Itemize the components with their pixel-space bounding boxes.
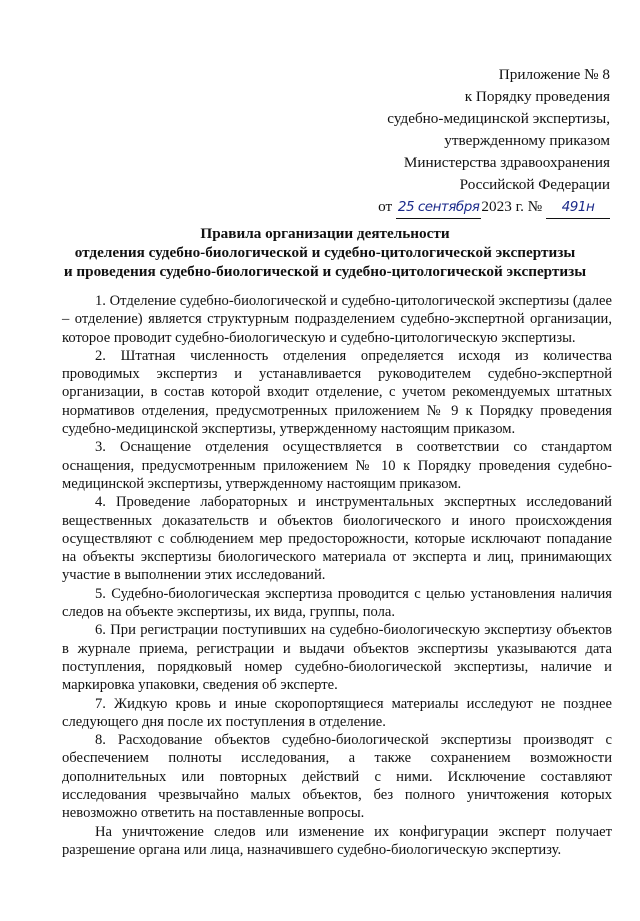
date-prefix: от — [378, 198, 393, 215]
document-title — [20, 224, 630, 281]
appendix-reference-line: Министерства здравоохранения — [403, 154, 610, 171]
handwritten-date: 25 сентября — [396, 196, 482, 219]
appendix-reference-line: Российской Федерации — [459, 176, 610, 193]
appendix-reference-line: судебно-медицинской экспертизы, — [387, 110, 610, 127]
handwritten-order-number: 491н — [546, 196, 610, 219]
paragraph: На уничтожение следов или изменение их конфигурации эксперт получает разрешение органа или лица, назначившего судебно-биологическую экспертизу. — [62, 823, 612, 858]
paragraph: 7. Жидкую кровь и иные скоропортящиеся материалы исследуют не позднее следующего дня после их поступления в отделение. — [62, 695, 612, 730]
paragraph: 6. При регистрации поступивших на судебно-биологическую экспертизу объектов в журнале приема, регистрации и выдачи объектов экспертизы указываются дата поступления, порядковый номер судебно-биологической экспертизы, наличие и маркировка упаковки, сведения об эксперте. — [62, 622, 612, 694]
date-year: 2023 г. № — [481, 198, 543, 215]
appendix-header — [310, 64, 610, 219]
appendix-reference-line: утвержденному приказом — [444, 132, 610, 149]
appendix-reference-line: к Порядку проведения — [464, 88, 610, 105]
paragraph: 8. Расходование объектов судебно-биологической экспертизы производят с обеспечением полноты исследования, а также сохранением возможности дополнительных или повторных действий с ними. Исключение составляют исследования чрезвычайно малых объектов, без полного уничтожения которых невозможно ответить на поставленные вопросы. — [62, 732, 612, 822]
title-line: Правила организации деятельности — [200, 225, 450, 242]
order-date-line — [310, 196, 610, 219]
title-line: отделения судебно-биологической и судебно-цитологической экспертизы — [74, 244, 576, 261]
document-body — [62, 292, 612, 859]
paragraph: 3. Оснащение отделения осуществляется в соответствии со стандартом оснащения, предусмотренным приложением № 10 к Порядку проведения судебно-медицинской экспертизы, утвержденному настоящим приказом. — [62, 439, 612, 492]
paragraph: 1. Отделение судебно-биологической и судебно-цитологической экспертизы (далее – отделение) является структурным подразделением судебно-экспертной организации, которое проводит судебно-биологическую и судебно-цитологическую экспертизы. — [62, 293, 613, 346]
paragraph: 2. Штатная численность отделения определяется исходя из количества проводимых экспертиз и устанавливается руководителем судебно-экспертной организации, в состав которой входит отделение, с учетом рекомендуемых штатных нормативов отделения, предусмотренных приложением № 9 к Порядку проведения судебно-медицинской экспертизы, утвержденному настоящим приказом. — [62, 347, 612, 438]
appendix-number: Приложение № 8 — [498, 66, 610, 83]
paragraph: 4. Проведение лабораторных и инструментальных экспертных исследований вещественных доказательств и объектов биологического и иного происхождения осуществляют с соблюдением мер предосторожности, которые исключают попадание на объекты экспертизы биологического материала от эксперта и лиц, принимающих участие в выполнении этих исследований. — [62, 494, 612, 584]
title-line: и проведения судебно-биологической и судебно-цитологической экспертизы — [63, 263, 587, 280]
paragraph: 5. Судебно-биологическая экспертиза проводится с целью установления наличия следов на объекте экспертизы, их вида, группы, пола. — [62, 585, 612, 621]
